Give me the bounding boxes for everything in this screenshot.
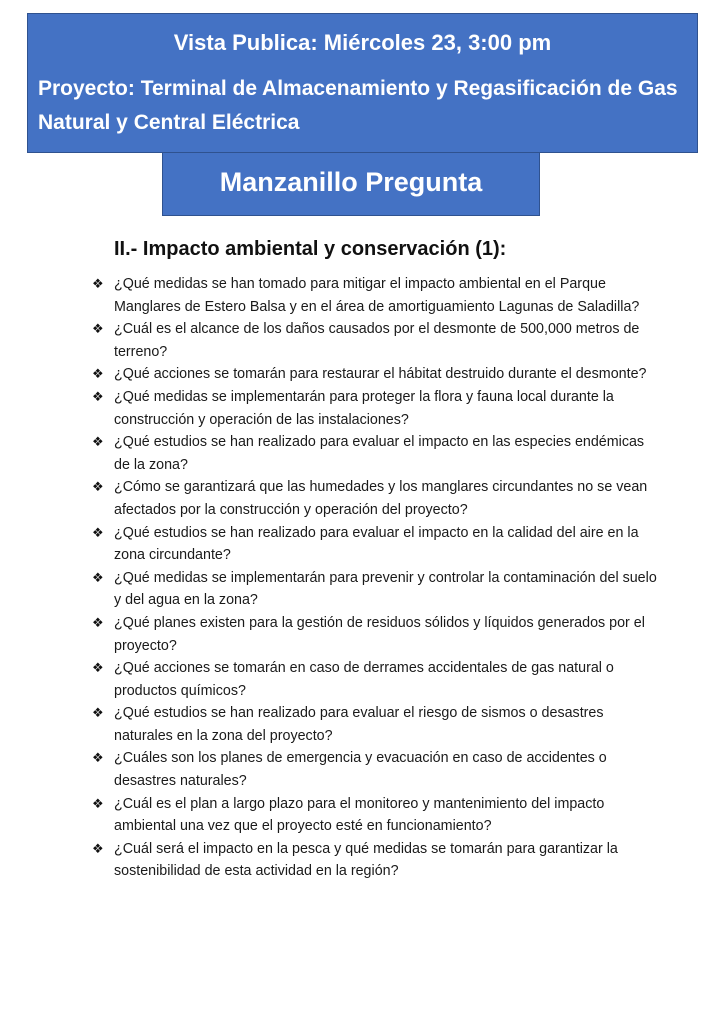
question-text: ¿Qué acciones se tomarán para restaurar el hábitat destruido durante el desmonte? [114, 366, 647, 383]
question-list [92, 273, 662, 883]
page-title: Manzanillo Pregunta [162, 152, 540, 216]
question-item [92, 522, 662, 567]
question-item [92, 318, 662, 363]
four-diamond-bullet-icon: ❖ [92, 434, 104, 450]
header-banner [27, 13, 698, 153]
question-text: ¿Cuáles son los planes de emergencia y evacuación en caso de accidentes o desastres naturales? [114, 750, 607, 790]
question-item [92, 476, 662, 521]
question-text: ¿Qué estudios se han realizado para evaluar el riesgo de sismos o desastres naturales en la zona del proyecto? [114, 705, 604, 744]
question-item [92, 747, 662, 792]
question-text: ¿Qué medidas se implementarán para prevenir y controlar la contaminación del suelo y del agua en la zona? [114, 569, 657, 609]
question-item [92, 363, 662, 386]
question-text: ¿Qué estudios se han realizado para evaluar el impacto en las especies endémicas de la zona? [114, 434, 645, 473]
question-text: ¿Cuál será el impacto en la pesca y qué medidas se tomarán para garantizar la sostenibilidad de esta actividad en la región? [114, 840, 618, 880]
four-diamond-bullet-icon: ❖ [92, 276, 104, 291]
four-diamond-bullet-icon: ❖ [92, 660, 104, 676]
question-text: ¿Qué medidas se implementarán para proteger la flora y fauna local durante la construcción y operación de las instalaciones? [114, 388, 614, 428]
four-diamond-bullet-icon: ❖ [92, 569, 104, 585]
question-item [92, 838, 662, 883]
four-diamond-bullet-icon: ❖ [92, 840, 104, 856]
four-diamond-bullet-icon: ❖ [92, 750, 104, 766]
four-diamond-bullet-icon: ❖ [92, 705, 104, 721]
question-text: ¿Cómo se garantizará que las humedades y los manglares circundantes no se vean afectados por la construcción y operación del proyecto? [114, 479, 648, 518]
question-item [92, 702, 662, 747]
four-diamond-bullet-icon: ❖ [92, 321, 104, 337]
four-diamond-bullet-icon: ❖ [92, 388, 104, 404]
four-diamond-bullet-icon: ❖ [92, 795, 104, 811]
four-diamond-bullet-icon: ❖ [92, 614, 104, 630]
question-text: ¿Qué acciones se tomarán en caso de derrames accidentales de gas natural o productos químicos? [114, 660, 614, 699]
question-text: ¿Qué estudios se han realizado para evaluar el impacto en la calidad del aire en la zona circundante? [114, 524, 639, 564]
project-title: Proyecto: Terminal de Almacenamiento y Regasificación de Gas Natural y Central Eléctrica [38, 77, 678, 134]
four-diamond-bullet-icon: ❖ [92, 366, 104, 382]
question-item [92, 431, 662, 476]
four-diamond-bullet-icon: ❖ [92, 479, 104, 495]
question-item [92, 567, 662, 612]
section-heading: II.- Impacto ambiental y conservación (1): [114, 238, 507, 260]
four-diamond-bullet-icon: ❖ [92, 524, 104, 540]
question-item [92, 612, 662, 657]
hearing-date: Vista Publica: Miércoles 23, 3:00 pm [173, 30, 552, 55]
question-item [92, 273, 662, 318]
question-text: ¿Cuál es el alcance de los daños causados por el desmonte de 500,000 metros de terreno? [114, 321, 640, 360]
question-text: ¿Qué medidas se han tomado para mitigar el impacto ambiental en el Parque Manglares de Estero Balsa y en el área de amortiguamiento Lagunas de Saladilla? [114, 276, 640, 315]
question-item [92, 793, 662, 838]
question-item [92, 657, 662, 702]
question-text: ¿Qué planes existen para la gestión de residuos sólidos y líquidos generados por el proyecto? [114, 614, 645, 654]
question-text: ¿Cuál es el plan a largo plazo para el monitoreo y mantenimiento del impacto ambiental una vez que el proyecto esté en funcionamiento? [114, 795, 605, 835]
question-item [92, 386, 662, 431]
